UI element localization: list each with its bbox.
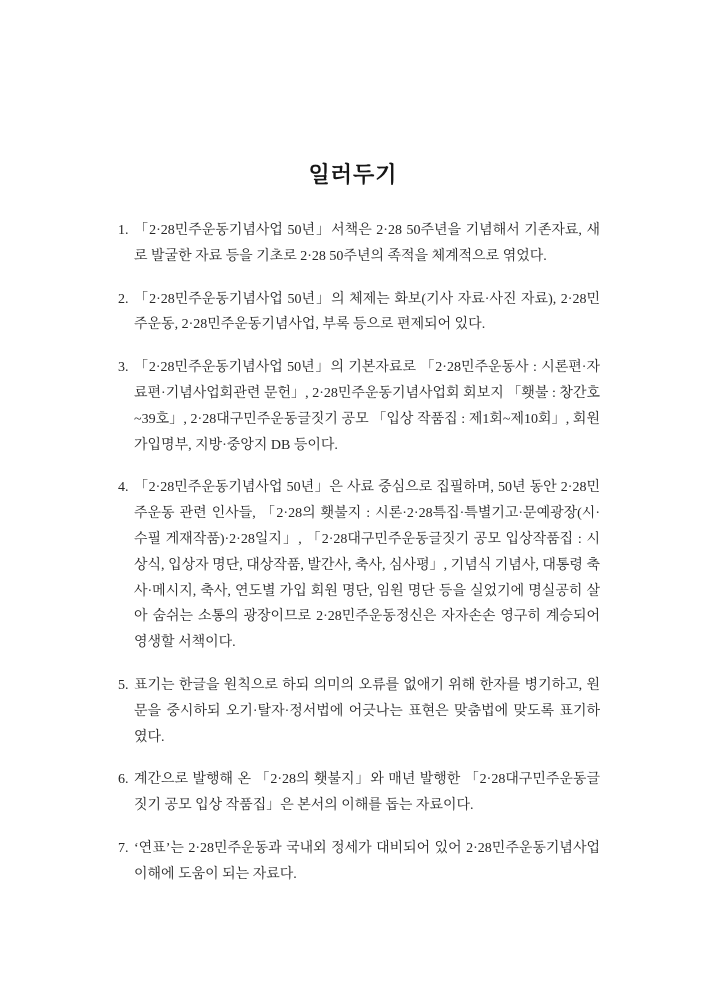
list-item	[118, 218, 600, 270]
item-number: 4.	[118, 480, 129, 496]
list-item	[118, 673, 600, 750]
list-item	[118, 475, 600, 656]
item-text: 「2·28민주운동기념사업 50년」의 기본자료로 「2·28민주운동사 : 시론편·자료편·기념사업회관련 문헌」, 2·28민주운동기념사업회 회보지 「횃불 : 창간호~39호」, 2·28대구민주운동글짓기 공모 「입상 작품집 : 제1회~제10회」, 회원가입명부, 지방·중앙지 DB 등이다.	[134, 360, 600, 453]
item-number: 5.	[118, 677, 129, 693]
item-text: 계간으로 발행해 온 「2·28의 횃불지」와 매년 발행한 「2·28대구민주운동글짓기 공모 입상 작품집」은 본서의 이해를 돕는 자료이다.	[134, 772, 600, 814]
list-item	[118, 287, 600, 339]
item-text: 「2·28민주운동기념사업 50년」의 체제는 화보(기사 자료·사진 자료), 2·28민주운동, 2·28민주운동기념사업, 부록 등으로 편제되어 있다.	[134, 291, 600, 333]
list-item	[118, 355, 600, 458]
item-text: ‘연표’는 2·28민주운동과 국내외 정세가 대비되어 있어 2·28민주운동기념사업 이해에 도움이 되는 자료다.	[134, 840, 600, 882]
page-title: 일러두기	[308, 162, 398, 187]
item-number: 2.	[118, 291, 129, 307]
list-item	[118, 836, 600, 888]
item-number: 3.	[118, 360, 129, 376]
item-text: 「2·28민주운동기념사업 50년」서책은 2·28 50주년을 기념해서 기존자료, 새로 발굴한 자료 등을 기초로 2·28 50주년의 족적을 체계적으로 엮었다.	[134, 223, 600, 264]
notes-list	[0, 218, 706, 888]
item-text: 「2·28민주운동기념사업 50년」은 사료 중심으로 집필하며, 50년 동안 2·28민주운동 관련 인사들, 「2·28의 횃불지 : 시론·2·28특집·특별기고·문예광장(시·수필 게재작품)·2·28일지」, 「2·28대구민주운동글짓기 공모 입상작품집 : 시상식, 입상자 명단, 대상작품, 발간사, 축사, 심사평」, 기념식 기념사, 대통령 축사·메시지, 축사, 연도별 가입 회원 명단, 임원 명단 등을 실었기에 명실공히 살아 숨쉬는 소통의 광장이므로 2·28민주운동정신은 자자손손 영구히 계승되어 영생할 서책이다.	[134, 480, 600, 651]
item-number: 6.	[118, 772, 129, 788]
item-number: 1.	[118, 223, 129, 238]
list-item	[118, 767, 600, 819]
item-number: 7.	[118, 840, 129, 856]
item-text: 표기는 한글을 원칙으로 하되 의미의 오류를 없애기 위해 한자를 병기하고, 원문을 중시하되 오기·탈자·정서법에 어긋나는 표현은 맞춤법에 맞도록 표기하였다.	[134, 677, 600, 745]
